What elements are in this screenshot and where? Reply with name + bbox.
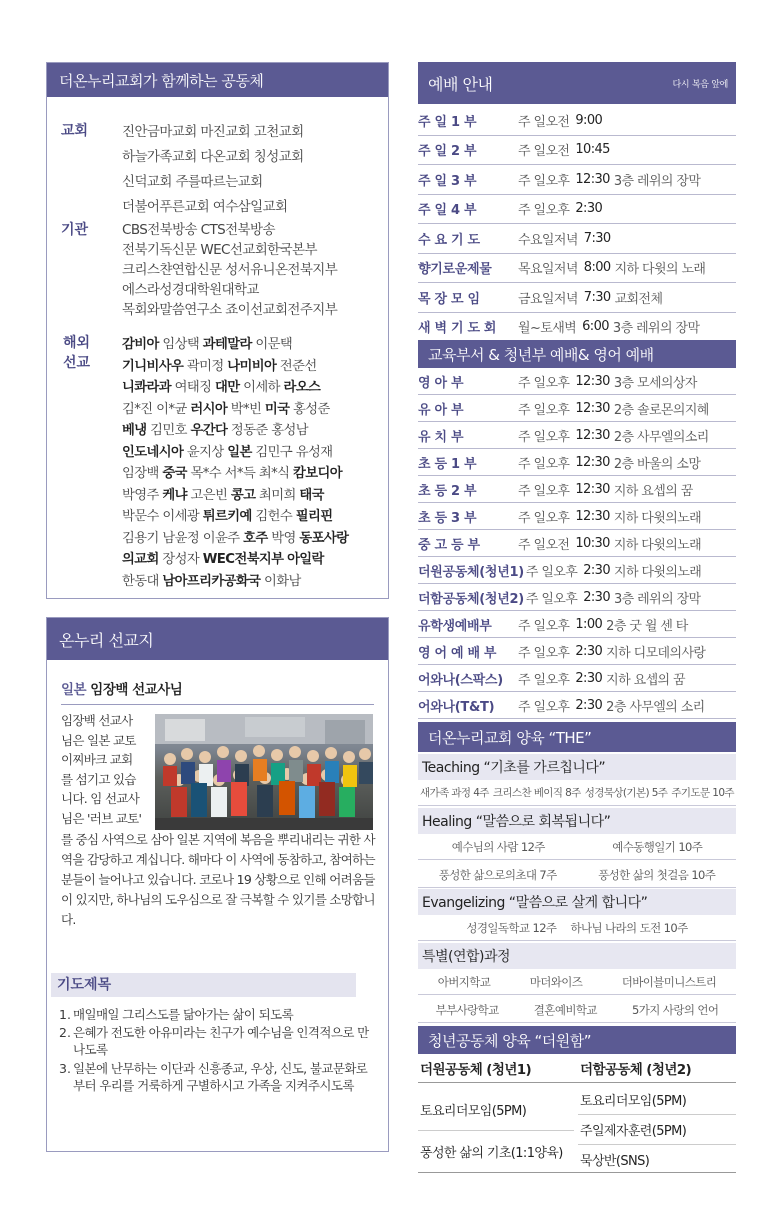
the-title: 더온누리교회 양육 “THE” <box>428 728 592 747</box>
worship-note: 다시 복음 앞에 <box>672 79 728 90</box>
mission-country: 중국 <box>162 466 187 481</box>
schedule-place: 2층 바울의 소망 <box>613 456 701 472</box>
schedule-time: 2:30 <box>575 697 603 713</box>
education-table <box>418 368 736 719</box>
mission-person: 김*진 이*균 <box>122 401 191 417</box>
story-line: 님은 일본 교토 <box>61 732 136 748</box>
worship-title: 예배 안내 <box>428 74 493 94</box>
schedule-time: 12:30 <box>575 481 610 497</box>
story-full: 를 중심 사역으로 삼아 일본 지역에 복음을 뿌리내리는 귀한 사역을 감당하고 계십니다. 해마다 이 사역에 동참하고, 참여하는 분들이 늘어나고 있습니다. 코로나 19 상황으로 인해 어려움들이 있지만, 하나님의 도우심으로 잘 극복할 수 있기를 소망합니다. <box>61 832 375 927</box>
mission-person: 곽미정 <box>183 358 228 374</box>
education-header <box>418 340 736 368</box>
schedule-name: 더원공동체(청년1) <box>418 564 524 580</box>
schedule-day: 주 일오전 <box>518 144 570 160</box>
missionary-panel <box>46 617 389 1152</box>
schedule-day: 주 일오후 <box>518 672 570 688</box>
schedule-name: 유 치 부 <box>418 429 464 445</box>
youth-col2-item: 토요리더모임(5PM) <box>580 1094 687 1109</box>
schedule-time: 10:45 <box>575 142 610 158</box>
schedule-name: 유 아 부 <box>418 402 464 418</box>
schedule-time: 8:00 <box>583 260 611 276</box>
mission-country: 아일락 <box>287 552 324 567</box>
mission-country: 베냉 <box>122 423 147 438</box>
church-line: 진안금마교회 마진교회 고천교회 <box>122 124 304 140</box>
missionary-title: 온누리 선교지 <box>47 618 388 660</box>
schedule-place: 지하 요셉의 꿈 <box>613 483 693 499</box>
schedule-row <box>418 611 736 638</box>
schedule-time: 12:30 <box>575 454 610 470</box>
mission-person: 한동대 <box>122 573 163 589</box>
special-courses-2 <box>418 997 736 1023</box>
mission-line <box>122 420 382 442</box>
schedule-name: 새 벽 기 도 회 <box>418 321 497 337</box>
course-item: 예수님의 사람 12주 <box>451 839 545 854</box>
evangelizing-courses <box>418 915 736 941</box>
schedule-row <box>418 283 736 313</box>
mission-country: 캄보디아 <box>293 466 342 481</box>
mission-label-2: 선교 <box>63 355 91 371</box>
org-line: 목회와말씀연구소 죠이선교회전주지부 <box>122 302 338 318</box>
schedule-day: 주 일오후 <box>518 483 570 499</box>
mission-person: 박영주 <box>122 487 163 503</box>
schedule-place: 지하 다윗의노래 <box>613 510 702 526</box>
schedule-name: 영 어 예 배 부 <box>418 645 497 661</box>
schedule-day: 주 일오후 <box>518 402 570 418</box>
schedule-place: 3층 레위의 장막 <box>612 321 700 337</box>
schedule-day: 주 일오전 <box>518 537 570 553</box>
mission-line <box>122 356 382 378</box>
prayer-list <box>59 1006 377 1114</box>
schedule-time: 12:30 <box>575 171 610 187</box>
missionary-country: 일본 <box>61 682 87 698</box>
schedule-day: 수요일저녁 <box>518 232 578 248</box>
story-line: 이찌바크 교회 <box>61 752 133 767</box>
schedule-day: 주 일오후 <box>518 456 570 472</box>
schedule-day: 주 일오후 <box>525 591 578 607</box>
schedule-name: 초 등 1 부 <box>418 456 477 472</box>
schedule-row <box>418 254 736 284</box>
church-line: 더불어푸른교회 여수삼일교회 <box>122 199 288 215</box>
schedule-time: 2:30 <box>575 201 603 217</box>
schedule-place: 지하 다윗의노래 <box>613 537 702 553</box>
mission-country: 과테말라 <box>202 337 252 352</box>
youth-row-line <box>418 1130 574 1131</box>
schedule-day: 금요일저녁 <box>518 291 578 307</box>
course-item: 하나님 나라의 도전 10주 <box>570 920 688 935</box>
course-item: 풍성한 삶의 첫걸음 10주 <box>598 867 716 882</box>
schedule-name: 주 일 4 부 <box>418 203 477 219</box>
course-item: 크리스찬 베이직 8주 <box>492 787 581 799</box>
mission-person: 이문택 <box>251 337 293 352</box>
mission-country: 나미비아 <box>227 358 277 374</box>
schedule-place: 교회전체 <box>614 291 663 307</box>
schedule-day: 목요일저녁 <box>518 262 578 278</box>
schedule-day: 주 일오후 <box>518 510 570 526</box>
schedule-name: 주 일 2 부 <box>418 144 477 160</box>
schedule-day: 주 일오후 <box>518 429 570 445</box>
mission-person: 최미희 <box>255 487 300 503</box>
story-line: 니다. 임 선교사 <box>61 791 140 806</box>
schedule-place: 3층 모세의상자 <box>613 375 697 391</box>
healing-courses-1 <box>418 834 736 860</box>
course-item: 마더와이즈 <box>529 974 583 989</box>
schedule-name: 향기로운제물 <box>418 262 492 278</box>
schedule-time: 9:00 <box>575 112 603 128</box>
schedule-name: 중 고 등 부 <box>418 537 480 553</box>
youth-row-line <box>578 1144 736 1145</box>
schedule-time: 12:30 <box>575 427 610 443</box>
mission-country: WEC전북지부 <box>202 552 284 567</box>
story-line: 를 섬기고 있습 <box>61 771 136 787</box>
course-item: 5가지 사랑의 언어 <box>632 1002 719 1017</box>
schedule-row <box>418 665 736 692</box>
org-line: CBS전북방송 CTS전북방송 <box>122 222 275 238</box>
mission-line <box>122 334 382 356</box>
course-item: 풍성한 삶으로의초대 7주 <box>438 867 557 882</box>
schedule-time: 2:30 <box>575 643 603 659</box>
schedule-name: 어와나(T&T) <box>418 699 495 715</box>
youth-col1-head: 더원공동체 (청년1) <box>420 1062 532 1078</box>
schedule-time: 2:30 <box>583 589 611 605</box>
prayer-text: 매일매일 그리스도를 닮아가는 삶이 되도록 <box>73 1007 294 1022</box>
prayer-num: 2. <box>59 1025 71 1040</box>
schedule-name: 영 아 부 <box>418 375 464 391</box>
schedule-time: 12:30 <box>575 508 610 524</box>
schedule-name: 초 등 2 부 <box>418 483 477 499</box>
schedule-row <box>418 584 736 611</box>
church-line: 신덕교회 주를따르는교회 <box>122 174 263 190</box>
mission-country: 라오스 <box>283 380 321 395</box>
mission-line <box>122 463 382 485</box>
worship-table <box>418 106 736 342</box>
schedule-row <box>418 422 736 449</box>
mission-person: 고은빈 <box>186 487 231 503</box>
schedule-row <box>418 449 736 476</box>
schedule-place: 지하 요셉의 꿈 <box>606 672 685 688</box>
together-panel <box>46 62 389 599</box>
prayer-num: 1. <box>59 1007 71 1022</box>
healing-heading: Healing “말씀으로 회복됩니다” <box>418 808 736 834</box>
schedule-place: 2층 솔로몬의지혜 <box>613 402 709 418</box>
schedule-time: 7:30 <box>583 230 611 246</box>
mission-person: 박*빈 <box>227 401 265 417</box>
schedule-name: 더함공동체(청년2) <box>418 591 524 607</box>
org-list <box>122 220 382 320</box>
education-title: 교육부서 & 청년부 예배& 영어 예배 <box>428 345 654 364</box>
mission-country: 인도네시아 <box>122 444 184 460</box>
mission-country: 우간다 <box>190 423 228 438</box>
schedule-time: 2:30 <box>583 562 611 578</box>
missionary-group-photo <box>155 714 373 830</box>
mission-country: 의교회 <box>122 552 159 567</box>
mission-person: 여태징 <box>170 380 215 395</box>
mission-line <box>122 571 382 593</box>
photo-illustration <box>155 714 373 830</box>
mission-label <box>63 333 90 373</box>
mission-country: 동포사랑 <box>299 530 349 546</box>
mission-country: 필리핀 <box>295 509 333 524</box>
youth-col2-head: 더함공동체 (청년2) <box>580 1062 692 1078</box>
missionary-divider <box>61 704 374 705</box>
schedule-row <box>418 224 736 254</box>
schedule-day: 주 일오전 <box>518 114 570 130</box>
mission-country: 기니비사우 <box>122 358 184 374</box>
schedule-place: 지하 디모데의사랑 <box>606 645 706 661</box>
schedule-day: 주 일오후 <box>518 375 570 391</box>
mission-person: 윤지상 <box>183 444 228 460</box>
schedule-place: 3층 레위의 장막 <box>614 591 701 607</box>
mission-country: 케냐 <box>162 487 187 503</box>
course-item: 성경일독학교 12주 <box>466 920 557 935</box>
prayer-item <box>59 1006 377 1024</box>
org-line: 크리스챤연합신문 성서유니온전북지부 <box>122 262 338 278</box>
schedule-row <box>418 638 736 665</box>
mission-country: 콩고 <box>230 487 256 503</box>
mission-person: 홍성준 <box>289 401 330 417</box>
schedule-row <box>418 195 736 225</box>
org-line: 전북기독신문 WEC선교회한국본부 <box>122 242 317 258</box>
mission-person: 임상택 <box>158 337 203 352</box>
course-item: 아버지학교 <box>437 974 491 989</box>
schedule-day: 주 일오후 <box>518 203 570 219</box>
course-item: 주기도문 10주 <box>671 787 734 799</box>
schedule-name: 주 일 3 부 <box>418 173 477 189</box>
course-item: 예수동행일기 10주 <box>612 839 703 854</box>
mission-person: 임장백 <box>122 466 163 481</box>
schedule-day: 주 일오후 <box>518 645 570 661</box>
schedule-row <box>418 313 736 343</box>
the-header <box>418 722 736 752</box>
mission-country: 호주 <box>243 530 268 546</box>
schedule-place: 지하 다윗의노래 <box>614 564 702 580</box>
youth-title: 청년공동체 양육 “더원함” <box>428 1031 591 1050</box>
schedule-time: 7:30 <box>583 289 611 305</box>
org-label: 기관 <box>61 222 89 238</box>
schedule-day: 주 일오후 <box>518 699 570 715</box>
mission-line <box>122 528 382 550</box>
mission-line <box>122 442 382 464</box>
schedule-row <box>418 368 736 395</box>
story-side <box>61 711 153 828</box>
mission-country: 일본 <box>227 444 252 460</box>
church-list <box>122 120 382 220</box>
mission-line <box>122 549 382 571</box>
schedule-time: 10:30 <box>575 535 610 551</box>
schedule-row <box>418 692 736 719</box>
youth-col1-item: 풍성한 삶의 기초(1:1양육) <box>420 1146 563 1161</box>
mission-country: 태국 <box>299 487 324 503</box>
youth-divider <box>418 1082 736 1083</box>
schedule-row <box>418 476 736 503</box>
mission-person: 장성자 <box>158 552 203 567</box>
schedule-name: 수 요 기 도 <box>418 232 480 248</box>
story-line: 임장백 선교사 <box>61 713 133 728</box>
mission-person: 김용기 남윤정 이윤주 <box>122 530 244 546</box>
worship-header <box>418 62 736 104</box>
teaching-heading: Teaching “기초를 가르칩니다” <box>418 754 736 780</box>
mission-person: 목*수 서*득 최*식 <box>186 466 293 481</box>
special-courses-1 <box>418 969 736 995</box>
schedule-name: 주 일 1 부 <box>418 114 477 130</box>
mission-label-1: 해외 <box>63 335 91 351</box>
course-item: 새가족 과정 4주 <box>420 787 489 799</box>
mission-person: 이화남 <box>260 573 301 589</box>
mission-person: 김헌수 <box>251 509 296 524</box>
mission-country: 튀르키예 <box>202 509 252 524</box>
schedule-row <box>418 503 736 530</box>
church-line: 하늘가족교회 다온교회 칭성교회 <box>122 149 304 165</box>
missionary-name: 임장백 선교사님 <box>90 682 183 698</box>
story-line: 님은 '러브 교토' <box>61 810 142 826</box>
youth-col1-item: 토요리더모임(5PM) <box>420 1104 527 1119</box>
schedule-day: 주 일오후 <box>518 618 570 634</box>
schedule-name: 초 등 3 부 <box>418 510 477 526</box>
mission-line <box>122 377 382 399</box>
course-item: 부부사랑학교 <box>435 1002 499 1017</box>
mission-person: 정동준 홍성남 <box>227 423 308 438</box>
mission-person: 전준선 <box>276 358 317 374</box>
schedule-name: 목 장 모 임 <box>418 291 480 307</box>
schedule-row <box>418 557 736 584</box>
prayer-text: 은혜가 전도한 아유미라는 친구가 예수님을 인격적으로 만나도록 <box>73 1025 369 1057</box>
mission-country: 니콰라과 <box>122 380 171 395</box>
schedule-row <box>418 136 736 166</box>
together-title: 더온누리교회가 함께하는 공동체 <box>47 63 388 97</box>
evangelizing-heading: Evangelizing “말씀으로 살게 합니다” <box>418 889 736 915</box>
prayer-num: 3. <box>59 1061 71 1076</box>
special-heading: 특별(연합)과정 <box>418 943 736 969</box>
prayer-item <box>59 1024 377 1060</box>
course-item: 성경묵상(기본) 5주 <box>584 787 668 799</box>
schedule-time: 6:00 <box>582 319 609 335</box>
mission-country: 대만 <box>214 380 240 395</box>
missionary-heading <box>61 678 182 698</box>
mission-list <box>122 334 382 592</box>
mission-person: 박영 <box>267 530 300 546</box>
mission-country: 감비아 <box>122 337 159 352</box>
mission-country: 미국 <box>264 401 290 417</box>
schedule-row <box>418 530 736 557</box>
youth-col2-item: 묵상반(SNS) <box>580 1154 650 1169</box>
prayer-text: 일본에 난무하는 이단과 신흥종교, 우상, 신도, 불교문화로부터 우리를 거룩하게 구별하시고 가족을 지켜주시도록 <box>73 1061 368 1093</box>
course-item: 더바이블미니스트리 <box>621 974 717 989</box>
schedule-day: 주 일오후 <box>518 173 570 189</box>
schedule-time: 1:00 <box>575 616 603 632</box>
course-item: 결혼예비학교 <box>533 1002 597 1017</box>
schedule-name: 어와나(스팍스) <box>418 672 503 688</box>
schedule-place: 2층 사무엘의소리 <box>613 429 709 445</box>
youth-col2-item: 주일제자훈련(5PM) <box>580 1124 687 1139</box>
youth-row-line <box>418 1172 736 1173</box>
schedule-time: 2:30 <box>575 670 603 686</box>
mission-country: 남아프리카공화국 <box>162 573 261 589</box>
org-line: 에스라성경대학원대학교 <box>122 282 259 298</box>
mission-person: 김민호 <box>146 423 191 438</box>
mission-person: 김민구 유성재 <box>251 444 333 460</box>
schedule-time: 12:30 <box>575 373 610 389</box>
schedule-place: 지하 다윗의 노래 <box>614 262 706 278</box>
youth-row-line <box>578 1114 736 1115</box>
schedule-row <box>418 395 736 422</box>
mission-person: 박문수 이세광 <box>122 509 203 524</box>
schedule-place: 2층 사무엘의 소리 <box>606 699 705 715</box>
prayer-item <box>59 1060 377 1114</box>
mission-line <box>122 506 382 528</box>
schedule-day: 주 일오후 <box>525 564 578 580</box>
schedule-row <box>418 165 736 195</box>
mission-person: 이세하 <box>239 380 284 395</box>
schedule-row <box>418 106 736 136</box>
church-label: 교회 <box>61 123 89 139</box>
youth-header <box>418 1026 736 1054</box>
prayer-title: 기도제목 <box>51 973 356 997</box>
healing-courses-2 <box>418 862 736 888</box>
teaching-courses <box>418 780 736 806</box>
mission-line <box>122 399 382 421</box>
schedule-day: 월~토새벽 <box>518 321 577 337</box>
schedule-place: 3층 레위의 장막 <box>613 173 701 189</box>
schedule-place: 2층 굿 윌 센 타 <box>606 618 688 634</box>
youth-table <box>418 1054 736 1172</box>
schedule-name: 유학생예배부 <box>418 618 492 634</box>
mission-line <box>122 485 382 507</box>
mission-country: 러시아 <box>190 401 228 417</box>
schedule-time: 12:30 <box>575 400 610 416</box>
